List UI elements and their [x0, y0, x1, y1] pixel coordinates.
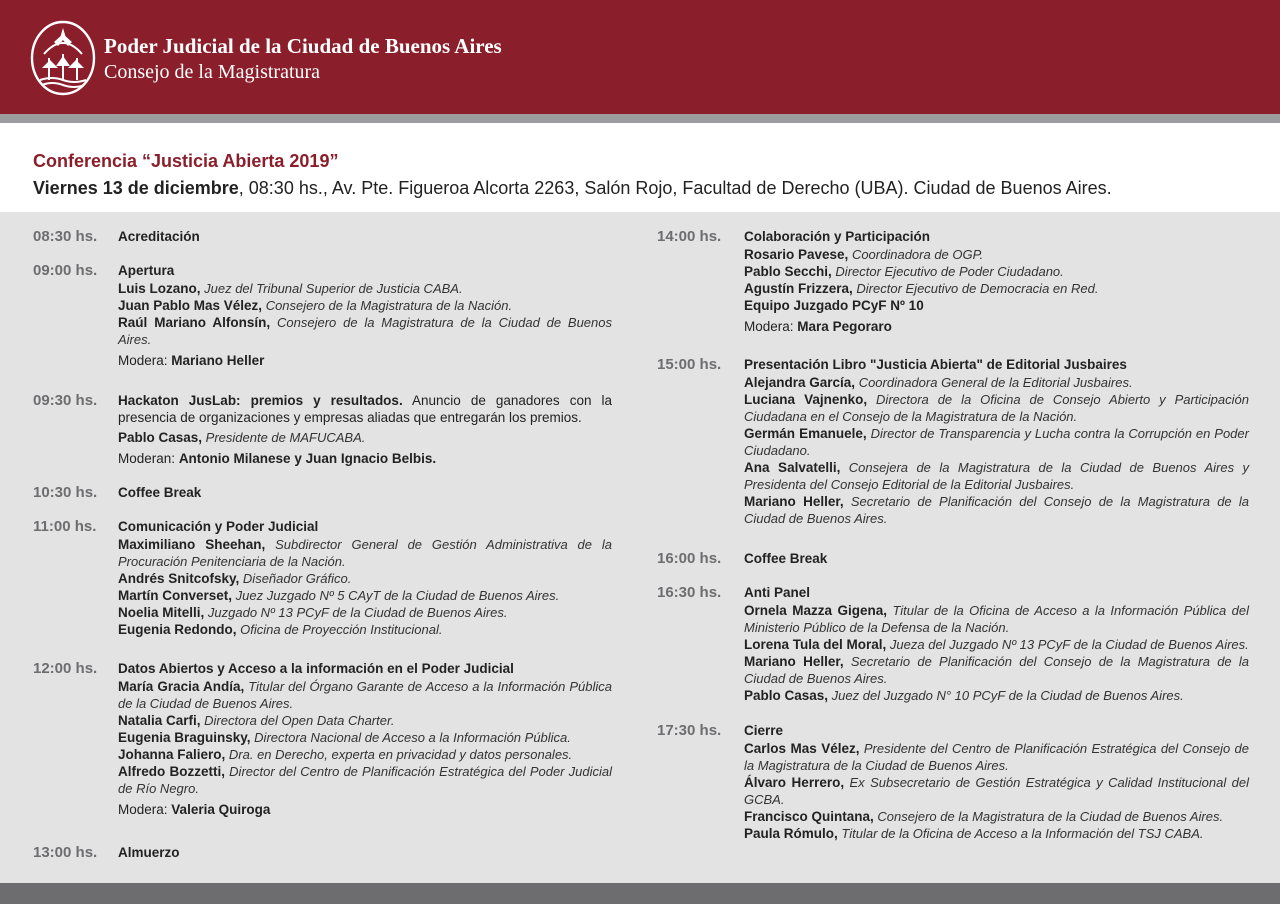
speaker-name: Lorena Tula del Moral,	[744, 637, 887, 652]
moderator-name: Mara Pegoraro	[797, 319, 892, 334]
speaker-role: Consejero de la Magistratura de la Ciudad de Buenos Aires.	[118, 315, 612, 347]
session-time: 14:00 hs.	[657, 228, 722, 245]
speaker	[744, 263, 1249, 280]
speaker	[118, 678, 612, 712]
speaker-role: Coordinadora General de la Editorial Jusbaires.	[858, 375, 1133, 390]
speaker-role: Titular del Órgano Garante de Acceso a la Información Pública de la Ciudad de Buenos Aires.	[118, 679, 612, 711]
speaker	[744, 391, 1249, 425]
speaker-role: Oficina de Proyección Institucional.	[240, 622, 443, 637]
speaker-name: Maximiliano Sheehan,	[118, 537, 266, 552]
session-title	[744, 722, 1249, 739]
session-content	[744, 722, 1249, 842]
speaker-role: Director Ejecutivo de Democracia en Red.	[856, 281, 1099, 296]
speaker-role: Secretario de Planificación del Consejo de la Magistratura de la Ciudad de Buenos Aires.	[744, 494, 1249, 526]
session-title-text: Apertura	[118, 263, 175, 278]
session-title	[744, 356, 1249, 373]
session-moderator	[118, 352, 612, 369]
speaker	[118, 314, 612, 348]
session-moderator	[744, 318, 1249, 335]
speaker-name: Pablo Casas,	[118, 430, 203, 445]
session-time: 12:00 hs.	[33, 660, 98, 677]
session-content	[744, 584, 1249, 704]
speaker-role: Consejero de la Magistratura de la Ciudad de Buenos Aires.	[877, 809, 1224, 824]
speaker	[118, 604, 612, 621]
session-title	[118, 660, 612, 677]
session-title	[118, 518, 612, 535]
session-title	[744, 584, 1249, 601]
speaker-role: Secretario de Planificación del Consejo de la Magistratura de la Ciudad de Buenos Aires.	[744, 654, 1249, 686]
speaker-role: Coordinadora de OGP.	[851, 247, 984, 262]
speaker-name: Germán Emanuele,	[744, 426, 867, 441]
separator-band	[0, 114, 1280, 123]
session-content	[744, 550, 1249, 568]
speaker-name: Equipo Juzgado PCyF Nº 10	[744, 298, 924, 313]
conference-date-location	[33, 178, 1112, 199]
speaker	[744, 825, 1249, 842]
speaker	[744, 425, 1249, 459]
session-title-text: Almuerzo	[118, 845, 180, 860]
session-content	[118, 484, 612, 502]
speaker	[118, 429, 612, 446]
speaker-role: Juzgado Nº 13 PCyF de la Ciudad de Buenos Aires.	[207, 605, 508, 620]
speaker-name: Carlos Mas Vélez,	[744, 741, 860, 756]
speaker-role: Presidente del Centro de Planificación Estratégica del Consejo de la Magistratura de la Ciudad de Buenos Aires.	[744, 741, 1249, 773]
session-time: 15:00 hs.	[657, 356, 722, 373]
speaker	[744, 636, 1249, 653]
conference-title: Conferencia “Justicia Abierta 2019”	[33, 151, 339, 171]
speaker-name: Mariano Heller,	[744, 654, 844, 669]
session-title	[744, 550, 1249, 567]
session-title-text: Acreditación	[118, 229, 200, 244]
speaker-name: Eugenia Braguinsky,	[118, 730, 251, 745]
speaker-name: Johanna Faliero,	[118, 747, 226, 762]
speaker-role: Diseñador Gráfico.	[242, 571, 352, 586]
speaker-role: Juez del Tribunal Superior de Justicia CABA.	[204, 281, 463, 296]
session-title-text: Datos Abiertos y Acceso a la información en el Poder Judicial	[118, 661, 514, 676]
speaker-name: Pablo Casas,	[744, 688, 829, 703]
session-time: 16:00 hs.	[657, 550, 722, 567]
session-moderator	[118, 450, 612, 467]
speaker	[744, 374, 1249, 391]
session-title-text: Anti Panel	[744, 585, 811, 600]
speaker-name: Luciana Vajnenko,	[744, 392, 868, 407]
speaker	[744, 653, 1249, 687]
session-title	[118, 228, 612, 245]
moderator-name: Valeria Quiroga	[171, 802, 271, 817]
session-time: 16:30 hs.	[657, 584, 722, 601]
session-time: 13:00 hs.	[33, 844, 98, 861]
session-title-text: Hackaton JusLab: premios y resultados.	[118, 393, 403, 408]
session-content	[118, 518, 612, 638]
moderator-label: Modera:	[744, 319, 794, 334]
speaker	[118, 570, 612, 587]
session-title-text: Presentación Libro "Justicia Abierta" de Editorial Jusbaires	[744, 357, 1127, 372]
coat-of-arms-logo-icon	[30, 20, 96, 96]
speaker	[118, 763, 612, 797]
session-content	[118, 228, 612, 246]
session-moderator	[118, 801, 612, 818]
speaker-role: Director de Transparencia y Lucha contra la Corrupción en Poder Ciudadano.	[744, 426, 1249, 458]
speaker	[118, 712, 612, 729]
moderator-name: Antonio Milanese y Juan Ignacio Belbis.	[178, 451, 437, 466]
speaker-name: Noelia Mitelli,	[118, 605, 205, 620]
session-title	[118, 262, 612, 279]
session-content	[744, 356, 1249, 527]
speaker-name: Paula Rómulo,	[744, 826, 838, 841]
session-title-text: Coffee Break	[744, 551, 828, 566]
moderator-label: Modera:	[118, 802, 168, 817]
session-content	[118, 392, 612, 467]
speaker	[118, 621, 612, 638]
session-description: Anuncio de ganadores con la presencia de organizaciones y empresas aliadas que entregarán los premios.	[118, 393, 612, 425]
session-title-text: Coffee Break	[118, 485, 202, 500]
speaker-name: Juan Pablo Mas Vélez,	[118, 298, 263, 313]
session-time: 09:00 hs.	[33, 262, 98, 279]
session-title	[118, 392, 612, 426]
speaker-name: Andrés Snitcofsky,	[118, 571, 240, 586]
speaker-role: Director Ejecutivo de Poder Ciudadano.	[835, 264, 1064, 279]
session-time: 09:30 hs.	[33, 392, 98, 409]
session-title-text: Colaboración y Participación	[744, 229, 931, 244]
speaker-role: Director del Centro de Planificación Estratégica del Poder Judicial de Río Negro.	[118, 764, 612, 796]
session-time: 11:00 hs.	[33, 518, 97, 535]
speaker-name: Ornela Mazza Gigena,	[744, 603, 888, 618]
speaker-role: Juez Juzgado Nº 5 CAyT de la Ciudad de Buenos Aires.	[235, 588, 560, 603]
speaker	[744, 808, 1249, 825]
speaker-name: Agustín Frizzera,	[744, 281, 853, 296]
session-content	[118, 844, 612, 862]
speaker-role: Directora de la Oficina de Consejo Abierto y Participación Ciudadana en el Consejo de la Magistratura de la Nación.	[744, 392, 1249, 424]
speaker-name: Luis Lozano,	[118, 281, 201, 296]
speaker-name: María Gracia Andía,	[118, 679, 245, 694]
speaker	[118, 587, 612, 604]
speaker-role: Presidente de MAFUCABA.	[205, 430, 366, 445]
speaker	[744, 740, 1249, 774]
speaker-role: Consejero de la Magistratura de la Nación.	[265, 298, 513, 313]
speaker-name: Natalia Carfi,	[118, 713, 201, 728]
speaker-role: Dra. en Derecho, experta en privacidad y datos personales.	[228, 747, 573, 762]
speaker-role: Titular de la Oficina de Acceso a la Información Pública del Ministerio Público de la Defensa de la Nación.	[744, 603, 1249, 635]
speaker-name: Ana Salvatelli,	[744, 460, 841, 475]
session-title-text: Cierre	[744, 723, 784, 738]
session-content	[118, 262, 612, 369]
speaker	[744, 246, 1249, 263]
speaker-role: Juez del Juzgado N° 10 PCyF de la Ciudad de Buenos Aires.	[831, 688, 1184, 703]
session-title-text: Comunicación y Poder Judicial	[118, 519, 319, 534]
speaker-name: Raúl Mariano Alfonsín,	[118, 315, 271, 330]
organization-subtitle: Consejo de la Magistratura	[104, 61, 321, 83]
organization-title: Poder Judicial de la Ciudad de Buenos Aires	[104, 34, 502, 58]
speaker-name: Mariano Heller,	[744, 494, 844, 509]
speaker	[744, 493, 1249, 527]
speaker-role: Jueza del Juzgado Nº 13 PCyF de la Ciudad de Buenos Aires.	[889, 637, 1249, 652]
speaker-name: Álvaro Herrero,	[744, 775, 845, 790]
speaker-role: Titular de la Oficina de Acceso a la Información del TSJ CABA.	[841, 826, 1204, 841]
conference-date: Viernes 13 de diciembre	[33, 178, 239, 198]
speaker-role: Consejera de la Magistratura de la Ciudad de Buenos Aires y Presidenta del Consejo Editorial de la Editorial Jusbaires.	[744, 460, 1249, 492]
speaker-name: Alfredo Bozzetti,	[118, 764, 226, 779]
speaker	[744, 297, 1249, 314]
moderator-label: Modera:	[118, 353, 168, 368]
conference-venue: , 08:30 hs., Av. Pte. Figueroa Alcorta 2263, Salón Rojo, Facultad de Derecho (UBA). Ciudad de Buenos Aires.	[238, 178, 1112, 198]
speaker	[118, 297, 612, 314]
footer-band	[0, 883, 1280, 904]
speaker-name: Rosario Pavese,	[744, 247, 849, 262]
speaker-role: Directora del Open Data Charter.	[204, 713, 395, 728]
speaker	[744, 687, 1249, 704]
moderator-name: Mariano Heller	[171, 353, 265, 368]
speaker-role: Subdirector General de Gestión Administrativa de la Procuración Penitenciaria de la Nación.	[118, 537, 612, 569]
session-content	[118, 660, 612, 818]
speaker	[744, 459, 1249, 493]
session-title	[118, 844, 612, 861]
session-time: 10:30 hs.	[33, 484, 98, 501]
speaker-name: Francisco Quintana,	[744, 809, 874, 824]
speaker	[118, 536, 612, 570]
speaker-role: Ex Subsecretario de Gestión Estratégica y Calidad Institucional del GCBA.	[744, 775, 1249, 807]
moderator-label: Moderan:	[118, 451, 176, 466]
session-title	[744, 228, 1249, 245]
speaker	[118, 746, 612, 763]
speaker-name: Eugenia Redondo,	[118, 622, 237, 637]
speaker	[744, 280, 1249, 297]
session-title	[118, 484, 612, 501]
speaker	[744, 774, 1249, 808]
speaker-name: Alejandra García,	[744, 375, 856, 390]
speaker-name: Pablo Secchi,	[744, 264, 832, 279]
speaker	[118, 280, 612, 297]
header-bar	[0, 0, 1280, 114]
session-time: 08:30 hs.	[33, 228, 98, 245]
speaker-name: Martín Converset,	[118, 588, 233, 603]
speaker-role: Directora Nacional de Acceso a la Información Pública.	[254, 730, 571, 745]
session-time: 17:30 hs.	[657, 722, 722, 739]
speaker	[118, 729, 612, 746]
session-content	[744, 228, 1249, 335]
speaker	[744, 602, 1249, 636]
